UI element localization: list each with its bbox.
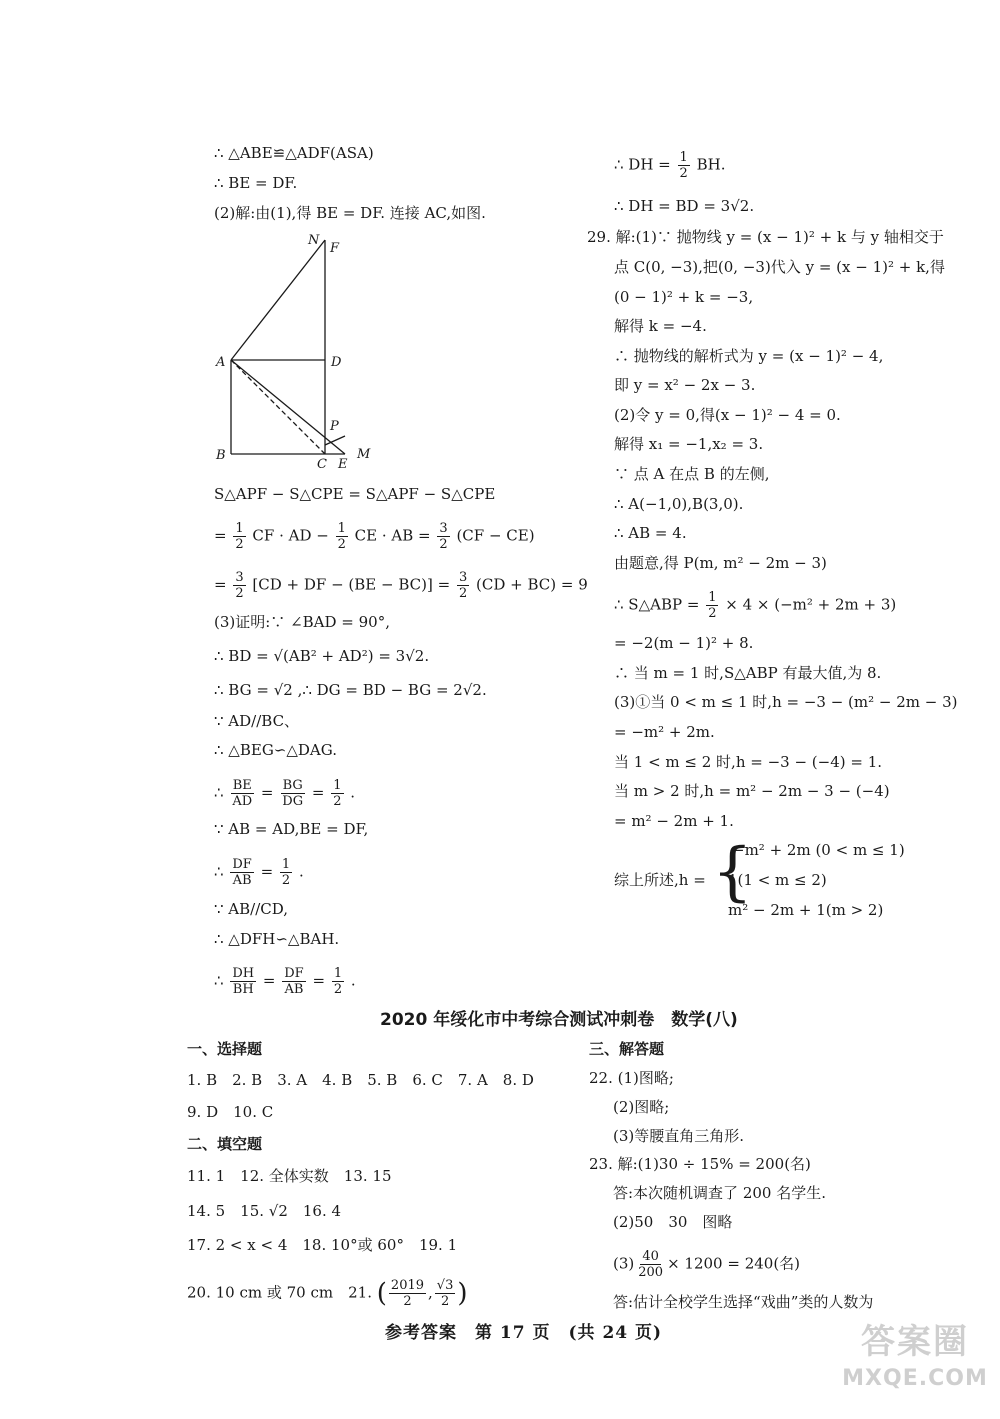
text-line: 解得 k = −4. [614,317,707,335]
formula-line: ∴ DH = $\frac{1}{2}$ BH. [614,150,726,181]
text-line: 由题意,得 P(m, m² − 2m − 3) [614,554,827,572]
line-AN [231,240,325,360]
text-line: ∵ 点 A 在点 B 的左侧, [614,465,770,483]
text-line: 23. 解:(1)30 ÷ 15% = 200(名) [589,1155,811,1173]
text-line: 当 1 < m ≤ 2 时,h = −3 − (−4) = 1. [614,753,883,771]
label-B: B [216,448,226,463]
brace: { [712,835,753,909]
text-line: ∴ DH = BD = 3√2. [614,197,755,215]
label-E: E [338,457,348,472]
text-line: 综上所述,h = [614,871,706,889]
text-line: 1(1 < m ≤ 2) [728,871,827,889]
text-line: = −2(m − 1)² + 8. [614,634,754,652]
text-line: 17. 2 < x < 4 18. 10°或 60° 19. 1 [187,1236,458,1254]
formula-line: ∴ $\frac{BE}{AD}$ = $\frac{BG}{DG}$ = $\frac{1}{2}$ . [214,778,356,809]
text-line: 29. 解:(1)∵ 抛物线 y = (x − 1)² + k 与 y 轴相交于 [587,228,944,246]
text-line: m² − 2m + 1(m > 2) [728,901,884,919]
section-title: 2020 年绥化市中考综合测试冲刺卷 数学(八) [380,1010,738,1030]
text-line: ∵ AB//CD, [214,900,289,918]
text-line: S△APF − S△CPE = S△APF − S△CPE [214,485,496,503]
label-N: N [308,233,320,248]
section-heading: 二、填空题 [187,1135,263,1153]
text-line: 11. 1 12. 全体实数 13. 15 [187,1167,392,1185]
text-line: = m² − 2m + 1. [614,812,734,830]
text-line: (3)等腰直角三角形. [613,1127,745,1145]
text-line: 解得 x₁ = −1,x₂ = 3. [614,435,764,453]
label-A: A [216,355,226,370]
text-line: ∴ 当 m = 1 时,S△ABP 有最大值,为 8. [614,664,882,682]
text-line: (3)证明:∵ ∠BAD = 90°, [214,613,390,631]
text-line: ∴ △DFH∽△BAH. [214,930,340,948]
text-line: ∵ AB = AD,BE = DF, [214,820,369,838]
text-line: 9. D 10. C [187,1103,274,1121]
watermark-logo: 答案圈 MXQE.COM [842,1322,988,1391]
label-D: D [331,355,342,370]
formula-line: ∴ S△ABP = $\frac{1}{2}$ × 4 × (−m² + 2m + 3) [614,590,897,621]
text-line: (2)图略; [613,1098,670,1116]
text-line: 即 y = x² − 2x − 3. [614,376,756,394]
section-heading: 一、选择题 [187,1040,263,1058]
text-line: ∴ BG = √2 ,∴ DG = BD − BG = 2√2. [214,681,487,699]
label-P: P [330,419,339,434]
text-line: 22. (1)图略; [589,1069,674,1087]
line-AE [231,360,345,454]
section-heading: 三、解答题 [589,1040,665,1058]
text-line: −m² + 2m (0 < m ≤ 1) [732,841,905,859]
text-line: ∴ BD = √(AB² + AD²) = 3√2. [214,647,430,665]
text-line: 答:估计全校学生选择“戏曲”类的人数为 [613,1293,874,1311]
text-line: ∵ AD//BC、 [214,712,300,730]
formula-line: = $\frac{3}{2}$ [CD + DF − (BE − BC)] = $\frac{3}{2}$ (CD + BC) = 9 [214,570,588,601]
formula-line: (3) $\frac{40}{200}$ × 1200 = 240(名) [613,1249,801,1280]
text-line: (2)解:由(1),得 BE = DF. 连接 AC,如图. [214,204,486,222]
text-line: = −m² + 2m. [614,723,715,741]
formula-line: = $\frac{1}{2}$ CF · AD − $\frac{1}{2}$ CE · AB = $\frac{3}{2}$ (CF − CE) [214,521,535,552]
text-line: ∴ AB = 4. [614,524,687,542]
text-line: 答:本次随机调查了 200 名学生. [613,1184,826,1202]
text-line: ∴ BE = DF. [214,174,298,192]
label-C: C [317,457,327,472]
label-M: M [357,447,371,462]
text-line: (2)50 30 图略 [613,1213,733,1231]
line-AC [231,360,325,454]
text-line: 点 C(0, −3),把(0, −3)代入 y = (x − 1)² + k,得 [614,258,945,276]
label-F: F [330,241,340,256]
geometry-figure [205,228,395,478]
text-line: (2)令 y = 0,得(x − 1)² − 4 = 0. [614,406,841,424]
text-line: ∴ △ABE≌△ADF(ASA) [214,144,374,162]
formula-line: ∴ $\frac{DF}{AB}$ = $\frac{1}{2}$ . [214,857,304,888]
text-line: (3)①当 0 < m ≤ 1 时,h = −3 − (m² − 2m − 3) [614,693,958,711]
text-line: ∴ 抛物线的解析式为 y = (x − 1)² − 4, [614,347,884,365]
formula-line: 20. 10 cm 或 70 cm 21. ( $\frac{2019}{2}$ , $\frac{√3}{2}$ ) [187,1278,468,1309]
text-line: ∴ A(−1,0),B(3,0). [614,495,744,513]
formula-line: ∴ $\frac{DH}{BH}$ = $\frac{DF}{AB}$ = $\frac{1}{2}$ . [214,966,356,997]
text-line: (0 − 1)² + k = −3, [614,288,754,306]
text-line: 1. B 2. B 3. A 4. B 5. B 6. C 7. A 8. D [187,1071,534,1089]
text-line: 14. 5 15. √2 16. 4 [187,1202,342,1220]
page-footer: 参考答案 第 17 页 (共 24 页) [385,1323,663,1343]
text-line: ∴ △BEG∽△DAG. [214,741,337,759]
text-line: 当 m > 2 时,h = m² − 2m − 3 − (−4) [614,782,890,800]
